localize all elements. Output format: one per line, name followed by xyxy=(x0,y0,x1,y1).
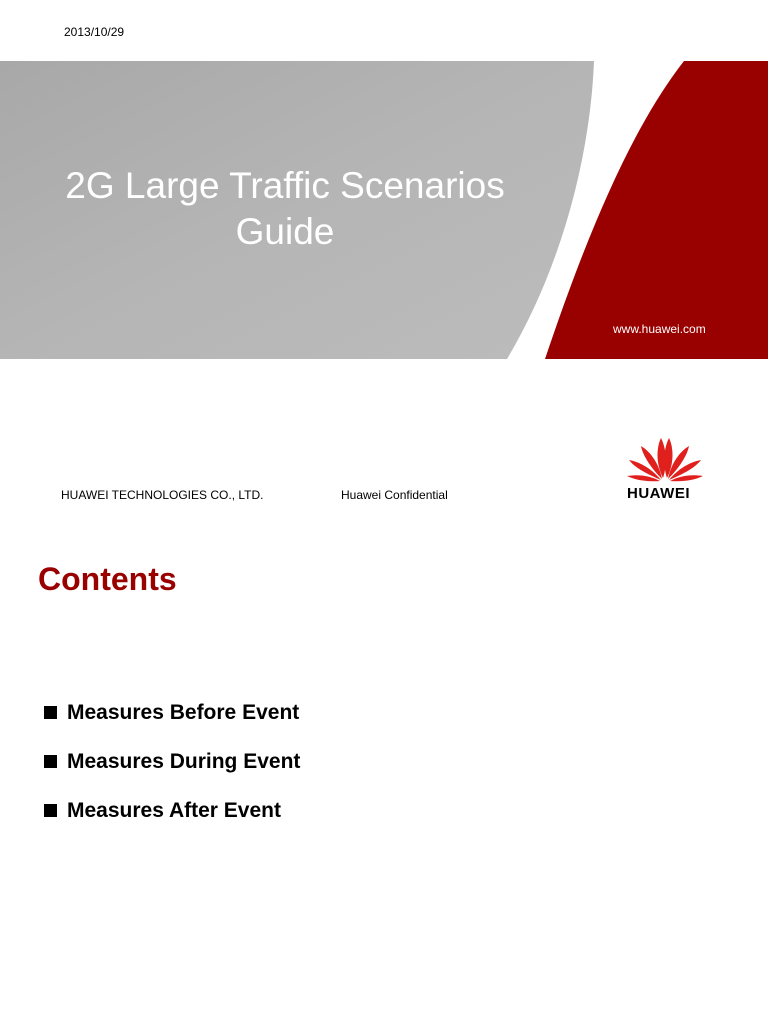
title-line-1: 2G Large Traffic Scenarios xyxy=(65,165,505,206)
website-url: www.huawei.com xyxy=(613,322,706,336)
list-item-label: Measures Before Event xyxy=(67,700,300,724)
contents-heading: Contents xyxy=(38,561,177,597)
list-item xyxy=(44,786,300,835)
square-bullet-icon xyxy=(44,755,57,768)
list-item-label: Measures After Event xyxy=(67,798,281,822)
list-item-label: Measures During Event xyxy=(67,749,301,773)
contents-list xyxy=(44,688,300,835)
confidential-label: Huawei Confidential xyxy=(341,488,448,502)
company-name: HUAWEI TECHNOLOGIES CO., LTD. xyxy=(61,488,264,502)
list-item xyxy=(44,737,300,786)
list-item xyxy=(44,688,300,737)
presentation-title xyxy=(0,163,570,255)
huawei-logo-text: HUAWEI xyxy=(627,485,690,502)
square-bullet-icon xyxy=(44,706,57,719)
title-line-2: Guide xyxy=(235,211,335,252)
square-bullet-icon xyxy=(44,804,57,817)
date-label: 2013/10/29 xyxy=(64,25,125,39)
